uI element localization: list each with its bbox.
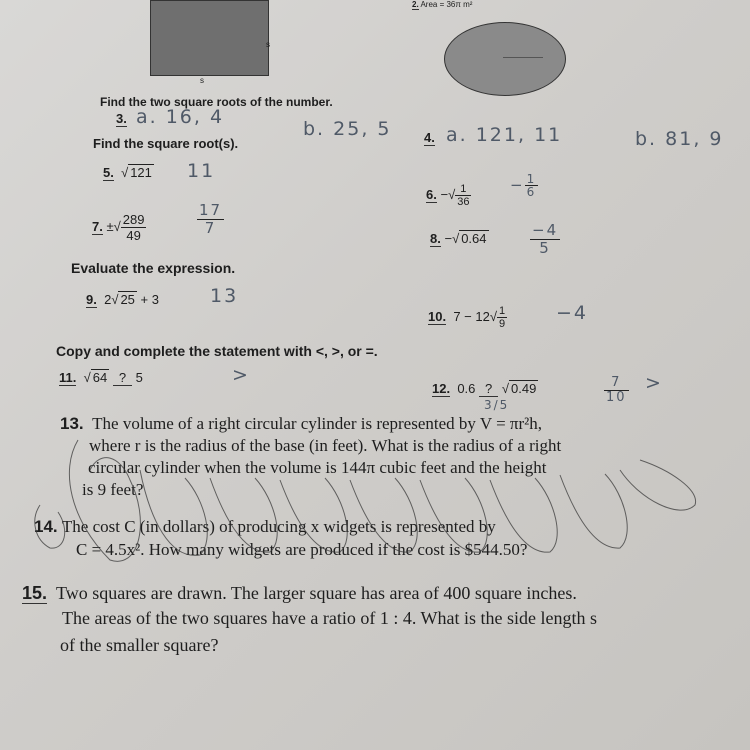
q5-answer: 11: [187, 160, 216, 182]
q11-answer: >: [232, 364, 250, 386]
q4-a-answer: a. 121, 11: [446, 124, 563, 146]
q10: 10. 7 − 12√ $\frac{1}{9}$: [428, 305, 506, 330]
q15-line1: 15. Two squares are drawn. The larger square has area of 400 square inches.: [22, 583, 577, 603]
q14-line1: 14. The cost C (in dollars) of producing x widgets is represented by: [34, 517, 496, 536]
q12-scribble: 3/5: [484, 398, 510, 412]
q3-a-answer: a. 16, 4: [136, 106, 225, 128]
section-title-square-roots: Find the square root(s).: [93, 136, 239, 151]
q10-answer: −4: [556, 302, 589, 324]
q7: 7. ±√ $\frac{289}{49}$: [92, 212, 145, 243]
q2-label: 2. Area = 36π m²: [412, 0, 473, 9]
q3-number: 3.: [116, 111, 127, 126]
q11: 11. √ 64 ? 5: [59, 370, 143, 385]
q15-line2: The areas of the two squares have a ratio of 1 : 4. What is the side length s: [62, 608, 598, 628]
q8-answer: $\frac{-4}{5}$: [532, 221, 559, 257]
q6: 6. −√ $\frac{1}{36}$: [426, 183, 470, 208]
q12: 12. 0.6 ? √ 0.49: [432, 381, 537, 396]
q13-line2: where r is the radius of the base (in feet). What is the radius of a right: [89, 436, 562, 455]
section-title-compare: Copy and complete the statement with <, >, or =.: [56, 343, 378, 359]
q13-line3: circular cylinder when the volume is 144π cubic feet and the height: [88, 458, 547, 477]
q3-b-answer: b. 25, 5: [303, 118, 392, 140]
q15-line3: of the smaller square?: [60, 635, 219, 655]
q13-line4: is 9 feet?: [82, 480, 144, 499]
q12-answer-fraction: $\frac{7}{10}$: [606, 375, 627, 405]
q9: 9. 2√ 25 + 3: [86, 292, 159, 307]
section-title-two-roots: Find the two square roots of the number.: [100, 95, 333, 109]
q6-answer: − $\frac{1}{6}$: [510, 172, 537, 199]
q7-answer: $\frac{17}{7}$: [199, 201, 223, 237]
q4-b-answer: b. 81, 9: [635, 128, 724, 150]
q14-line2: C = 4.5x². How many widgets are produced if the cost is $544.50?: [76, 540, 528, 559]
q8: 8. −√ 0.64: [430, 231, 487, 246]
q12-answer: >: [645, 372, 663, 394]
section-title-evaluate: Evaluate the expression.: [71, 260, 236, 276]
square-side-label: s: [266, 40, 270, 49]
q4-number: 4.: [424, 130, 435, 145]
q9-answer: 13: [210, 285, 239, 307]
square-bottom-label: s: [200, 76, 204, 85]
q13-line1: 13. The volume of a right circular cylinder is represented by V = πr²h,: [60, 414, 543, 433]
q5: 5. √ 121: [103, 165, 152, 180]
